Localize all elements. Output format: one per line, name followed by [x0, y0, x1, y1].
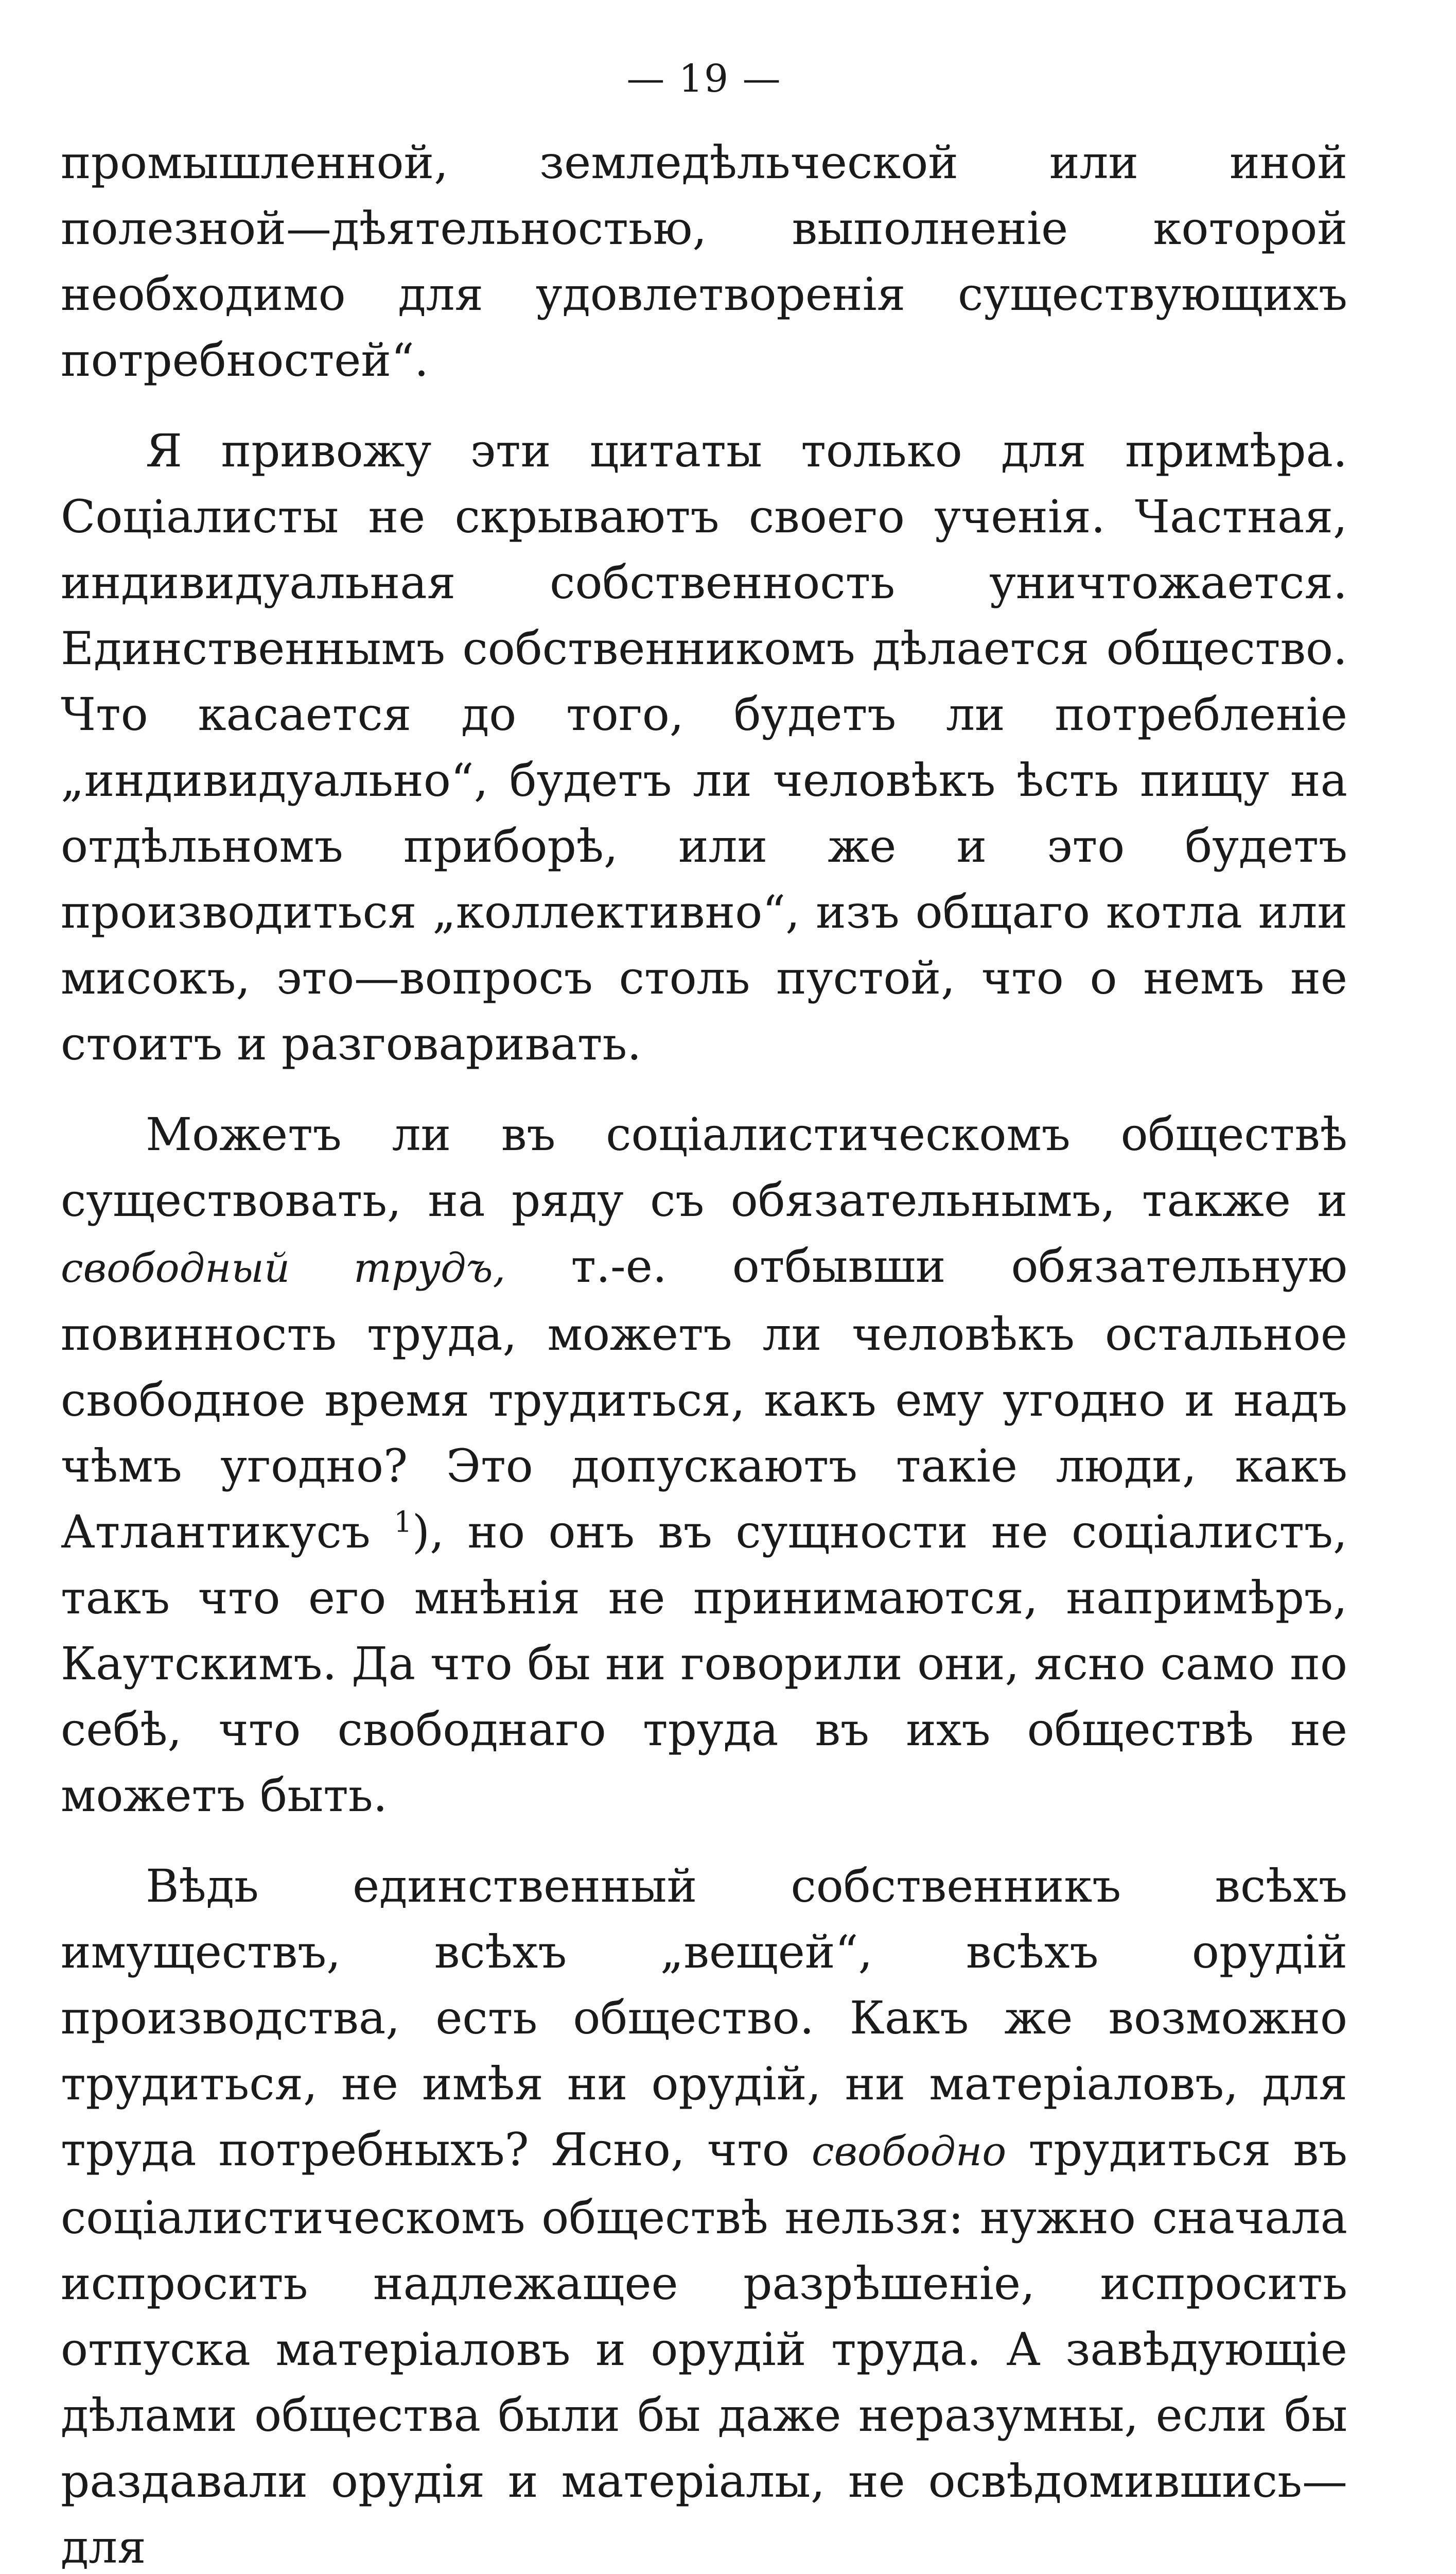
book-page [61, 57, 1347, 2574]
paragraph-4-text-a: Вѣдь единственный собственникъ всѣхъ имуществъ, всѣхъ „вещей“, всѣхъ орудій производства, есть общество. Какъ же возможно трудиться, не имѣя ни орудій, ни матеріаловъ, для труда потребныхъ? Ясно, что [61, 1859, 1347, 2176]
footnote-reference: 1 [394, 1505, 412, 1539]
paragraph-4-text-b: трудиться въ соціалистическомъ обществѣ нельзя: нужно сначала испросить надлежащее разрѣшеніе, испросить отпуска матеріаловъ и орудій труда. А завѣдующіе дѣлами общества были бы даже неразумны, если бы раздавали орудія и матеріалы, не освѣдомившись—для [61, 2123, 1347, 2573]
paragraph-1: промышленной, земледѣльческой или иной полезной—дѣятельностью, выполненіе которой необходимо для удовлетворенія существующихъ потребностей“. [61, 136, 1347, 387]
paragraph-3-text-b: т.-е. отбывши обязательную повинность труда, можетъ ли человѣкъ остальное свободное время трудиться, какъ ему угодно и надъ чѣмъ угодно? Это допускаютъ такіе люди, какъ Атлантикусъ [61, 1240, 1347, 1558]
paragraph-3-text-c: ), но онъ въ сущности не соціалистъ, такъ что его мнѣнія не принимаются, напримѣръ, Каутскимъ. Да что бы ни говорили они, ясно само по себѣ, что свободнаго труда въ ихъ обществѣ не можетъ быть. [61, 1505, 1347, 1822]
paragraph-2: Я привожу эти цитаты только для примѣра. Соціалисты не скрываютъ своего ученія. Частная, индивидуальная собственность уничтожается. Единственнымъ собственникомъ дѣлается общество. Что касается до того, будетъ ли потребленіе „индивидуально“, будетъ ли человѣкъ ѣсть пищу на отдѣльномъ приборѣ, или же и это будетъ производиться „коллективно“, изъ общаго котла или мисокъ, это—вопросъ столь пустой, что о немъ не стоитъ и разговаривать. [61, 424, 1347, 1070]
paragraph-3-text-a: Можетъ ли въ соціалистическомъ обществѣ существовать, на ряду съ обязательнымъ, также и [61, 1108, 1347, 1227]
paragraph-3-italic: свободный трудъ, [61, 1245, 506, 1292]
page-number: — 19 — [626, 57, 782, 101]
paragraph-4-italic: свободно [811, 2129, 1007, 2175]
paragraph-3 [61, 1102, 1347, 1829]
paragraph-4 [61, 1853, 1347, 2574]
